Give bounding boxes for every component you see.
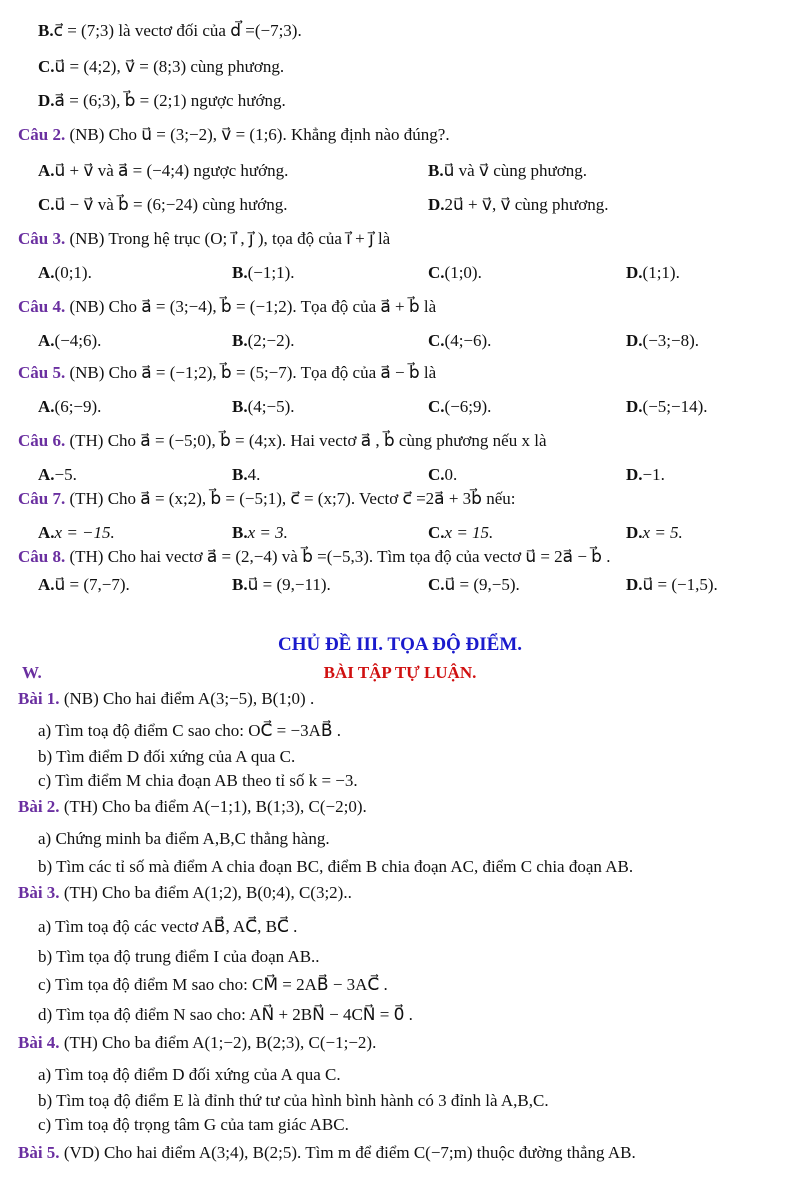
option-label: A. xyxy=(38,523,55,542)
option-label: A. xyxy=(38,161,55,180)
option-label: B. xyxy=(232,465,248,484)
section-subtitle: BÀI TẬP TỰ LUẬN. xyxy=(323,663,477,682)
exercise-4-a: a) Tìm toạ độ điểm D đối xứng của A qua C. xyxy=(38,1065,341,1084)
option-text: c⃗ = (7;3) là vectơ đối của d⃗ =(−7;3). xyxy=(53,21,302,40)
option-text: (2;−2). xyxy=(247,331,295,350)
option-text: x = 3. xyxy=(247,523,288,542)
exercise-label: Bài 5. xyxy=(18,1143,60,1162)
option-text: u⃗ + v⃗ và a⃗ = (−4;4) ngược hướng. xyxy=(54,161,289,180)
option-label: C. xyxy=(428,397,445,416)
exercise-text: (NB) Cho hai điểm A(3;−5), B(1;0) . xyxy=(63,689,315,708)
q5-options xyxy=(0,396,800,418)
q5-option-b xyxy=(232,396,294,418)
exercise-2-b: b) Tìm các tỉ số mà điểm A chia đoạn BC, điểm B chia đoạn AC, điểm C chia đoạn AB. xyxy=(38,857,634,876)
question-5 xyxy=(18,362,436,384)
q8-options xyxy=(0,574,800,596)
question-text: (NB) Trong hệ trục (O; i⃗ , j⃗ ), tọa độ của i⃗ + j⃗ là xyxy=(69,229,391,248)
option-label: A. xyxy=(38,465,55,484)
option-text: u⃗ = (4;2), v⃗ = (8;3) cùng phương. xyxy=(54,57,285,76)
option-text: (−1;1). xyxy=(247,263,295,282)
question-text: (NB) Cho a⃗ = (−1;2), b⃗ = (5;−7). Tọa độ của a⃗ − b⃗ là xyxy=(69,363,437,382)
option-label: C. xyxy=(428,263,445,282)
question-label: Câu 7. xyxy=(18,489,66,508)
q5-option-c xyxy=(428,396,491,418)
option-text: u⃗ = (7,−7). xyxy=(54,575,130,594)
option-text: 2u⃗ + v⃗, v⃗ cùng phương. xyxy=(444,195,609,214)
option-label: C. xyxy=(428,575,445,594)
option-text: (4;−5). xyxy=(247,397,295,416)
option-text: (−3;−8). xyxy=(642,331,700,350)
q2-options-row-1 xyxy=(0,160,800,182)
option-text: (6;−9). xyxy=(54,397,102,416)
section-marker: W. xyxy=(22,663,42,682)
exercise-4 xyxy=(18,1032,376,1054)
option-label: A. xyxy=(38,263,55,282)
option-label: A. xyxy=(38,331,55,350)
option-text: x = −15. xyxy=(54,523,115,542)
option-label: B. xyxy=(232,331,248,350)
option-label: B. xyxy=(428,161,444,180)
exercise-1 xyxy=(18,688,314,710)
option-text: (−5;−14). xyxy=(642,397,708,416)
q8-option-c xyxy=(428,574,520,596)
option-label: D. xyxy=(626,263,643,282)
exercise-3-a: a) Tìm toạ độ các vectơ AB⃗, AC⃗, BC⃗ . xyxy=(38,917,298,936)
exercise-2 xyxy=(18,796,367,818)
option-text: (−4;6). xyxy=(54,331,102,350)
option-text: (1;1). xyxy=(642,263,680,282)
exercise-5 xyxy=(18,1142,636,1164)
option-label: D. xyxy=(626,523,643,542)
option-label: D. xyxy=(428,195,445,214)
q6-option-a xyxy=(38,464,77,486)
exercise-1-a: a) Tìm toạ độ điểm C sao cho: OC⃗ = −3AB⃗ . xyxy=(38,721,342,740)
option-text: −5. xyxy=(54,465,77,484)
option-text: a⃗ = (6;3), b⃗ = (2;1) ngược hướng. xyxy=(54,91,286,110)
exercise-label: Bài 4. xyxy=(18,1033,60,1052)
option-label: D. xyxy=(626,575,643,594)
top-line-b xyxy=(38,20,302,42)
exercise-3-c: c) Tìm tọa độ điểm M sao cho: CM⃗ = 2AB⃗ − 3AC⃗ . xyxy=(38,975,388,994)
option-text: u⃗ = (9,−5). xyxy=(444,575,520,594)
exercise-1-c: c) Tìm điểm M chia đoạn AB theo tỉ số k = −3. xyxy=(38,771,358,790)
q2-option-a xyxy=(38,160,288,182)
exercise-4-b: b) Tìm toạ độ điểm E là đỉnh thứ tư của hình bình hành có 3 đỉnh là A,B,C. xyxy=(38,1091,549,1110)
option-text: 4. xyxy=(247,465,261,484)
question-label: Câu 4. xyxy=(18,297,66,316)
option-label: D. xyxy=(38,91,55,110)
q2-option-b xyxy=(428,160,587,182)
option-text: x = 5. xyxy=(642,523,683,542)
question-text: (NB) Cho a⃗ = (3;−4), b⃗ = (−1;2). Tọa độ của a⃗ + b⃗ là xyxy=(69,297,437,316)
q4-option-b xyxy=(232,330,294,352)
question-text: (TH) Cho hai vectơ a⃗ = (2,−4) và b⃗ =(−5,3). Tìm tọa độ của vectơ u⃗ = 2a⃗ − b⃗ . xyxy=(69,547,611,566)
option-text: u⃗ − v⃗ và b⃗ = (6;−24) cùng hướng. xyxy=(54,195,288,214)
option-label: B. xyxy=(232,575,248,594)
exercise-1-b: b) Tìm điểm D đối xứng của A qua C. xyxy=(38,747,296,766)
q8-option-d xyxy=(626,574,718,596)
exercise-3-d: d) Tìm tọa độ điểm N sao cho: AN⃗ + 2BN⃗ − 4CN⃗ = 0⃗ . xyxy=(38,1005,413,1024)
top-line-c xyxy=(38,56,284,78)
option-label: D. xyxy=(626,465,643,484)
question-label: Câu 6. xyxy=(18,431,66,450)
option-label: D. xyxy=(626,397,643,416)
q7-option-d xyxy=(626,522,683,544)
exercise-text: (TH) Cho ba điểm A(1;−2), B(2;3), C(−1;−2). xyxy=(63,1033,377,1052)
top-line-d xyxy=(38,90,286,112)
q2-option-c xyxy=(38,194,288,216)
q7-options xyxy=(0,522,800,544)
question-8 xyxy=(18,546,610,568)
question-label: Câu 5. xyxy=(18,363,66,382)
exercise-text: (TH) Cho ba điểm A(1;2), B(0;4), C(3;2).. xyxy=(63,883,352,902)
section-title: CHỦ ĐỀ III. TỌA ĐỘ ĐIỂM. xyxy=(277,634,523,655)
q7-option-c xyxy=(428,522,493,544)
q4-options xyxy=(0,330,800,352)
question-7 xyxy=(18,488,516,510)
q6-option-b xyxy=(232,464,260,486)
question-text: (TH) Cho a⃗ = (−5;0), b⃗ = (4;x). Hai vectơ a⃗ , b⃗ cùng phương nếu x là xyxy=(69,431,547,450)
option-label: A. xyxy=(38,397,55,416)
q8-option-b xyxy=(232,574,331,596)
question-label: Câu 8. xyxy=(18,547,66,566)
q2-options-row-2 xyxy=(0,194,800,216)
q6-option-c xyxy=(428,464,457,486)
q7-option-a xyxy=(38,522,115,544)
exercise-text: (TH) Cho ba điểm A(−1;1), B(1;3), C(−2;0). xyxy=(63,797,367,816)
option-text: x = 15. xyxy=(444,523,494,542)
q3-option-c xyxy=(428,262,482,284)
question-text: (NB) Cho u⃗ = (3;−2), v⃗ = (1;6). Khẳng định nào đúng?. xyxy=(69,125,450,144)
q3-option-b xyxy=(232,262,294,284)
question-2 xyxy=(18,124,450,146)
exercise-label: Bài 2. xyxy=(18,797,60,816)
option-text: 0. xyxy=(444,465,458,484)
option-text: (−6;9). xyxy=(444,397,492,416)
option-text: u⃗ = (−1,5). xyxy=(642,575,718,594)
question-6 xyxy=(18,430,547,452)
question-label: Câu 3. xyxy=(18,229,66,248)
q5-option-a xyxy=(38,396,101,418)
option-label: C. xyxy=(38,195,55,214)
option-label: C. xyxy=(428,331,445,350)
q4-option-d xyxy=(626,330,699,352)
q6-option-d xyxy=(626,464,665,486)
exercise-text: (VD) Cho hai điểm A(3;4), B(2;5). Tìm m để điểm C(−7;m) thuộc đường thẳng AB. xyxy=(63,1143,636,1162)
option-text: (4;−6). xyxy=(444,331,492,350)
q3-option-a xyxy=(38,262,92,284)
question-text: (TH) Cho a⃗ = (x;2), b⃗ = (−5;1), c⃗ = (x;7). Vectơ c⃗ =2a⃗ + 3b⃗ nếu: xyxy=(69,489,516,508)
q4-option-a xyxy=(38,330,101,352)
q3-option-d xyxy=(626,262,680,284)
option-label: C. xyxy=(38,57,55,76)
exercise-2-a: a) Chứng minh ba điểm A,B,C thẳng hàng. xyxy=(38,829,330,848)
q6-options xyxy=(0,464,800,486)
option-text: u⃗ và v⃗ cùng phương. xyxy=(443,161,587,180)
option-label: D. xyxy=(626,331,643,350)
q8-option-a xyxy=(38,574,130,596)
exercise-3-b: b) Tìm tọa độ trung điểm I của đoạn AB.. xyxy=(38,947,320,966)
option-label: B. xyxy=(38,21,54,40)
question-label: Câu 2. xyxy=(18,125,66,144)
option-text: u⃗ = (9,−11). xyxy=(247,575,331,594)
exercise-label: Bài 3. xyxy=(18,883,60,902)
exercise-3 xyxy=(18,882,352,904)
option-label: A. xyxy=(38,575,55,594)
option-text: −1. xyxy=(642,465,665,484)
option-text: (1;0). xyxy=(444,263,482,282)
q5-option-d xyxy=(626,396,708,418)
question-4 xyxy=(18,296,436,318)
q4-option-c xyxy=(428,330,491,352)
option-label: B. xyxy=(232,263,248,282)
q2-option-d xyxy=(428,194,609,216)
q7-option-b xyxy=(232,522,288,544)
option-label: B. xyxy=(232,523,248,542)
option-text: (0;1). xyxy=(54,263,92,282)
q3-options xyxy=(0,262,800,284)
exercise-label: Bài 1. xyxy=(18,689,60,708)
question-3 xyxy=(18,228,390,250)
option-label: C. xyxy=(428,523,445,542)
option-label: C. xyxy=(428,465,445,484)
option-label: B. xyxy=(232,397,248,416)
exercise-4-c: c) Tìm toạ độ trọng tâm G của tam giác ABC. xyxy=(38,1115,349,1134)
